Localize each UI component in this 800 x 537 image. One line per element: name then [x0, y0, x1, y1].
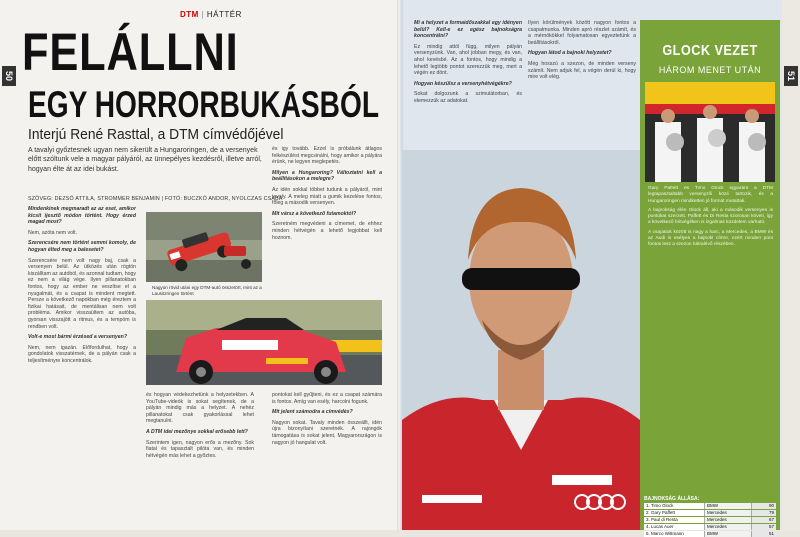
- driver-portrait-photo: [402, 150, 640, 530]
- text-column-right-2: [528, 20, 636, 170]
- standings-driver: 4. Lucas Auer: [644, 524, 704, 530]
- rubric-sub: HÁTTÉR: [206, 10, 242, 19]
- headline-line-2: EGY HORRORBUKÁSBÓL: [28, 84, 380, 125]
- sidebar-box: [640, 20, 780, 530]
- interview-answer: pontokat kell gyűjteni, és ez a csapat számára is fontos. Amíg van esély, harcolni fogunk.: [272, 392, 382, 405]
- page-number-left: 50: [2, 66, 16, 86]
- text-column-b: [146, 392, 254, 526]
- standings-points: 51: [751, 531, 776, 537]
- rubric-section: DTM: [180, 10, 199, 19]
- interview-question: Mit jelent számodra a címvédés?: [272, 409, 353, 416]
- headline-subtitle: Interjú René Rasttal, a DTM címvédőjével: [28, 126, 284, 143]
- standings-driver: 3. Paul di Resta: [644, 517, 704, 523]
- interview-question: Milyen a Hungaroring? Változtatni kell a beállításokon a melegre?: [272, 169, 382, 183]
- standings-team: Mercedes: [704, 510, 751, 516]
- standings-points: 57: [751, 524, 776, 530]
- interview-answer: Szerintem igen, nagyon erős a mezőny. Sok fiatal és tapasztalt pilóta van, és minden hétvégén más lehet a győztes.: [146, 439, 254, 459]
- interview-answer: Még hosszú a szezon, de minden verseny számít. Nem adjuk fel, a végén derül ki, hogy mire volt elég.: [528, 60, 636, 81]
- standings-row: [644, 517, 776, 523]
- rubric-separator: |: [198, 10, 207, 19]
- article-lead: A tavalyi győztesnek ugyan nem sikerült a Hungaroringen, de a versenyek előtt szóltunk vele a magyar pályáról, az ünnepélyes kezdésről, illetve arról, hogyan élte át az idei bukást.: [28, 147, 262, 173]
- standings-points: 67: [751, 517, 776, 523]
- standings-team: Mercedes: [704, 517, 751, 523]
- text-column-a: [28, 206, 136, 526]
- standings-points: 90: [751, 503, 776, 509]
- standings-points: 79: [751, 510, 776, 516]
- interview-question: Szerencsére nem történt semmi komoly, de hogyan élted meg a balesetet?: [28, 240, 136, 253]
- interview-question: Mit vársz a következő futamoktól?: [272, 210, 357, 217]
- standings-driver: 1. Timo Glock: [644, 503, 704, 509]
- interview-answer: Nem, nem igazán. Előfordulhat, hogy a gondolatok visszatérnek, de a pályán csak a teljesítményre koncentrálok.: [28, 344, 136, 364]
- text-column-c: [272, 146, 382, 316]
- sidebar-paragraph: A csapatok között is nagy a harc, a Mercedes, a BMW és az Audi is esélyes a bajnoki címre, ezért minden pont fontos lesz a szezon hátralévő részében.: [648, 229, 773, 248]
- sidebar-subtitle: HÁROM MENET UTÁN: [658, 65, 762, 75]
- interview-question: Volt-e most bármi érzésed a versenyen?: [28, 334, 127, 341]
- standings-row: [644, 531, 776, 537]
- interview-question: Hogyan készülsz a versenyhétvégékre?: [414, 80, 512, 87]
- sidebar-paragraph: Gary Paffett és Timo Glock egyaránt a DTM legtapasztaltabb versenyzői közé tartozik, és a Hungaroringen mindketten jó formát mutattak.: [648, 186, 773, 204]
- sidebar-title: GLOCK VEZET: [662, 42, 758, 59]
- race-car-photo: [146, 300, 382, 385]
- interview-answer: Nagyon sokat. Tavaly minden összeállt, idén újra bizonyítani szeretnék. A rajongók támogatása is sokat jelent, Magyarországon is nagyon jó hangulat volt.: [272, 419, 382, 446]
- interview-answer: Az idén sokkal többet tudunk a pályáról, mint tavaly. A meleg miatt a gumik kezelése fontos, főleg a második versenyen.: [272, 186, 382, 207]
- standings-row: [644, 524, 776, 530]
- interview-answer: Ilyen körülmények között nagyon fontos a csapatmunka. Minden apró részlet számít, és a mérnökökkel folyamatosan egyeztetünk a beállításokról.: [528, 20, 636, 46]
- standings-team: BMW: [704, 503, 751, 509]
- standings-driver: 2. Gary Paffett: [644, 510, 704, 516]
- text-column-d: [272, 392, 382, 526]
- standings-row: [644, 503, 776, 509]
- interview-answer: Szeretném megvédeni a címemet, de ehhez minden hétvégén a lehető legjobbat kell hoznom.: [272, 221, 382, 241]
- standings-title: BAJNOKSÁG ÁLLÁSA:: [644, 496, 700, 502]
- interview-answer: Szerencsére nem volt nagy baj, csak a versenyen belül. Az ütközés után rögtön kiszálltam az autóból, és azonnal tudtam, hogy ez nem a világ vége. Ilyen pillanatokban fontos, hogy az ember ne veszítse el a nyugalmát, és a csapat is mindent megtett. Persze a következő napokban még éreztem a fizikai hatásait, de mentálisan nem volt probléma. Amikor visszaültem az autóba, gyorsan visszajött a ritmus, és a tempóm is rendben volt.: [28, 257, 136, 330]
- standings-row: [644, 510, 776, 516]
- article-byline: SZÖVEG: DEZSŐ ATTILA, STROMMER BENJAMIN | FOTÓ: BUCZKÓ ANDOR, NYOLCZAS CSABA: [28, 196, 283, 202]
- standings-team: BMW: [704, 531, 751, 537]
- interview-answer: és igy tovább. Ezzel is próbálunk átlagos felkészülést megcsinálni, hogy amikor a pályára érünk, ne legyen meglepetés.: [272, 146, 382, 166]
- interview-question: A DTM idei mezőnye sokkal erősebb lett?: [146, 428, 248, 435]
- text-column-right-1: [414, 20, 522, 170]
- crash-photo-caption: Nagyon rövid utáni egy DTM-autó összetört, mint az a Lausitzringen történt: [152, 285, 262, 296]
- headline-line-1: FELÁLLNI: [22, 23, 239, 82]
- interview-question: Hogyan látod a bajnoki helyzetet?: [528, 50, 612, 57]
- interview-answer: Ez mindig attól függ, milyen pályán versenyzünk. Van, ahol jobban megy, és van, ahol kevésbé. Az a fontos, hogy mindig a lehető legtöbb pontot szerezzük meg, mert a végén ez dönt.: [414, 43, 522, 77]
- crash-photo: [146, 212, 262, 282]
- interview-answer: Sokat dolgozunk a szimulátorban, és elemezzük az adatokat.: [414, 91, 522, 104]
- standings-driver: 5. Marco Wittmann: [644, 531, 704, 537]
- page-number-right: 51: [784, 66, 798, 86]
- sidebar-paragraph: A bajnokság élén Glock áll, aki a második versenyen is pontokat szerzett. Paffett és Di Resta szorosan követi, így a következő hétvégéken is izgalmas küzdelem várható.: [648, 207, 773, 226]
- sidebar-text: [648, 186, 773, 516]
- standings-table: [644, 496, 776, 537]
- standings-team: Mercedes: [704, 524, 751, 530]
- interview-answer: Nem, azóta nem volt.: [28, 229, 78, 236]
- interview-answer: és hogyan védekezhetünk a helyzetekben. A YouTube-videók is sokat segítenek, de a pályán mindig más a helyzet. A nehéz pillanatokat csak gyakorlással lehet megtanulni.: [146, 392, 254, 425]
- interview-question: Mindenkinek megmaradt az az eset, amikor kicsit ijesztő módon történt. Hogy érzed magad most?: [28, 206, 136, 226]
- podium-photo: [645, 82, 775, 182]
- section-rubric: [180, 10, 242, 19]
- interview-question: Mi a helyzet a formaidőszakkal egy idényen belül? Kell-e ez egész bajnokságra koncentrálni?: [414, 20, 522, 40]
